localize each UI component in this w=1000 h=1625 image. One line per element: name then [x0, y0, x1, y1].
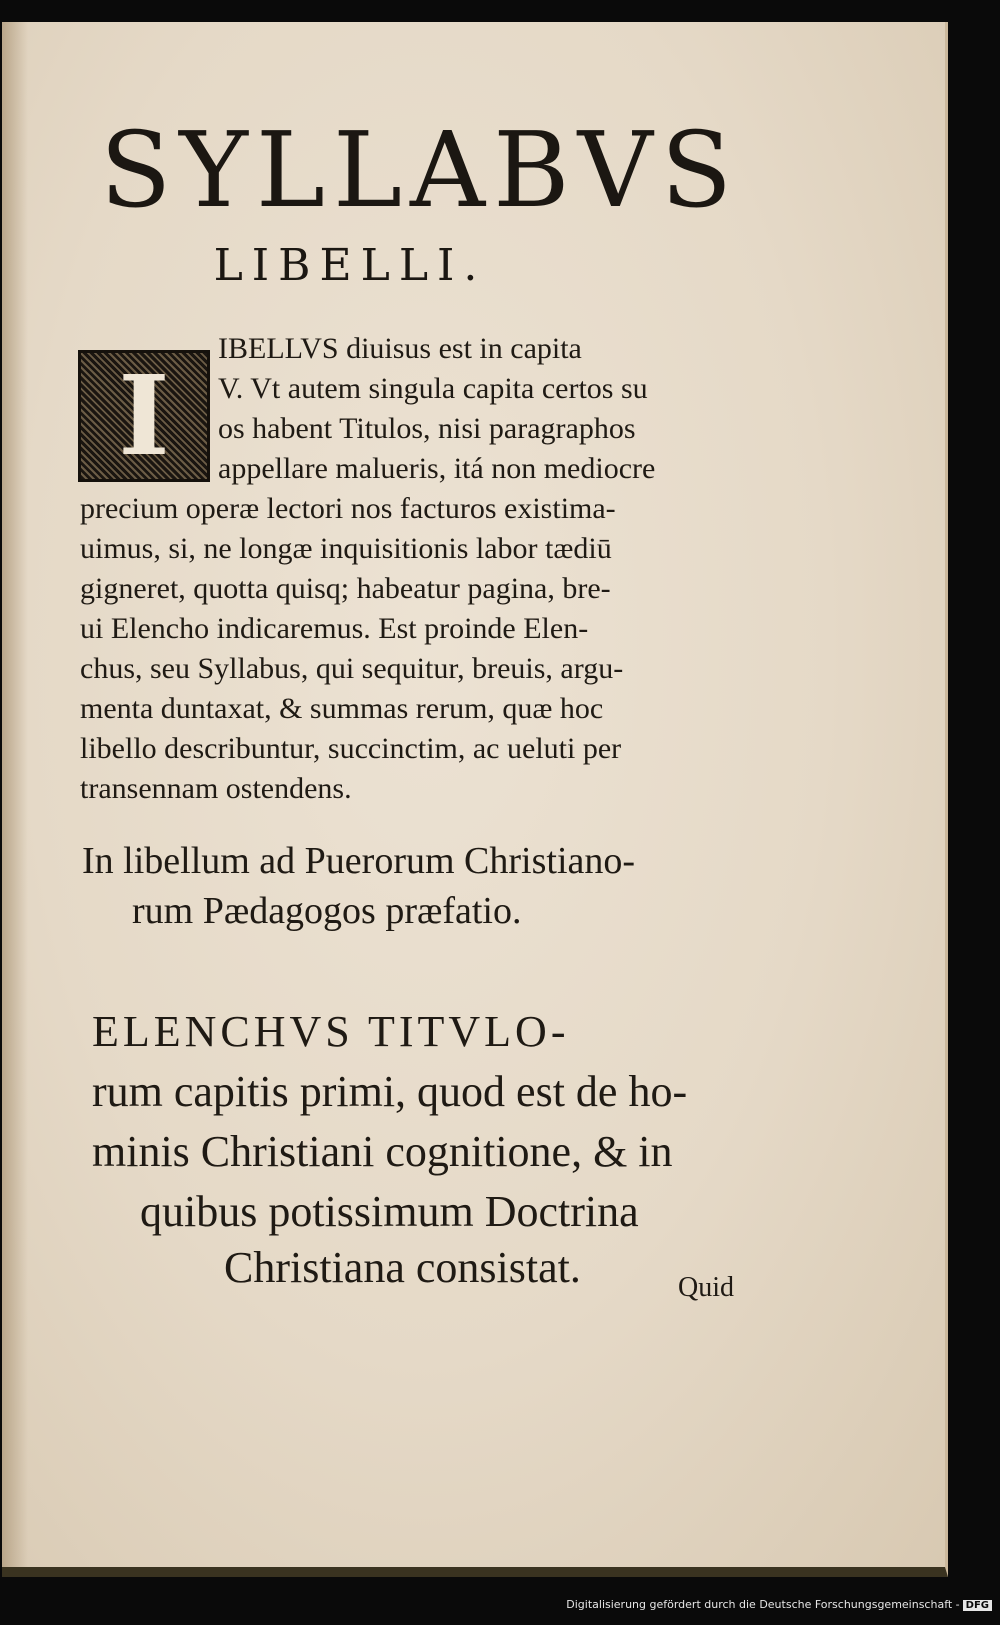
paragraph-line: uimus, si, ne longæ inquisitionis labor tædiū — [80, 532, 612, 565]
book-page — [2, 22, 948, 1577]
paragraph-line: gigneret, quotta quisq; habeatur pagina, bre- — [80, 572, 611, 605]
page-subtitle: LIBELLI. — [213, 240, 487, 291]
page-gutter-shadow — [2, 22, 28, 1567]
dfg-badge: DFG — [963, 1600, 992, 1611]
paragraph-line: libello describuntur, succinctim, ac ueluti per — [80, 732, 622, 765]
paragraph-line: IBELLVS diuisus est in capita — [218, 332, 582, 365]
preface-line: rum Pædagogos præfatio. — [132, 890, 522, 932]
paragraph-line: os habent Titulos, nisi paragraphos — [218, 412, 636, 445]
page-title: SYLLABVS — [100, 109, 740, 231]
digitization-credit — [566, 1598, 992, 1611]
catchword: Quid — [678, 1272, 734, 1303]
paragraph-line: transennam ostendens. — [80, 772, 352, 805]
paragraph-line: precium operæ lectori nos facturos existima- — [80, 492, 616, 525]
paragraph-line: menta duntaxat, & summas rerum, quæ hoc — [80, 692, 604, 725]
paragraph-line: chus, seu Syllabus, qui sequitur, breuis, argu- — [80, 652, 624, 685]
elenchus-line: quibus potissimum Doctrina — [140, 1187, 639, 1236]
elenchus-line: rum capitis primi, quod est de ho- — [92, 1067, 688, 1116]
decorated-initial — [78, 350, 210, 482]
initial-letter: I — [118, 351, 170, 480]
elenchus-line: Christiana consistat. — [224, 1243, 581, 1292]
paragraph-line: ui Elencho indicaremus. Est proinde Elen- — [80, 612, 589, 645]
paragraph-line: appellare malueris, itá non mediocre — [218, 452, 656, 485]
credit-text: Digitalisierung gefördert durch die Deutsche Forschungsgemeinschaft - — [566, 1598, 960, 1611]
elenchus-heading: ELENCHVS TITVLO- — [92, 1007, 570, 1056]
elenchus-line: minis Christiani cognitione, & in — [92, 1127, 673, 1176]
preface-line: In libellum ad Puerorum Christiano- — [82, 840, 636, 882]
paragraph-line: V. Vt autem singula capita certos su — [218, 372, 648, 405]
